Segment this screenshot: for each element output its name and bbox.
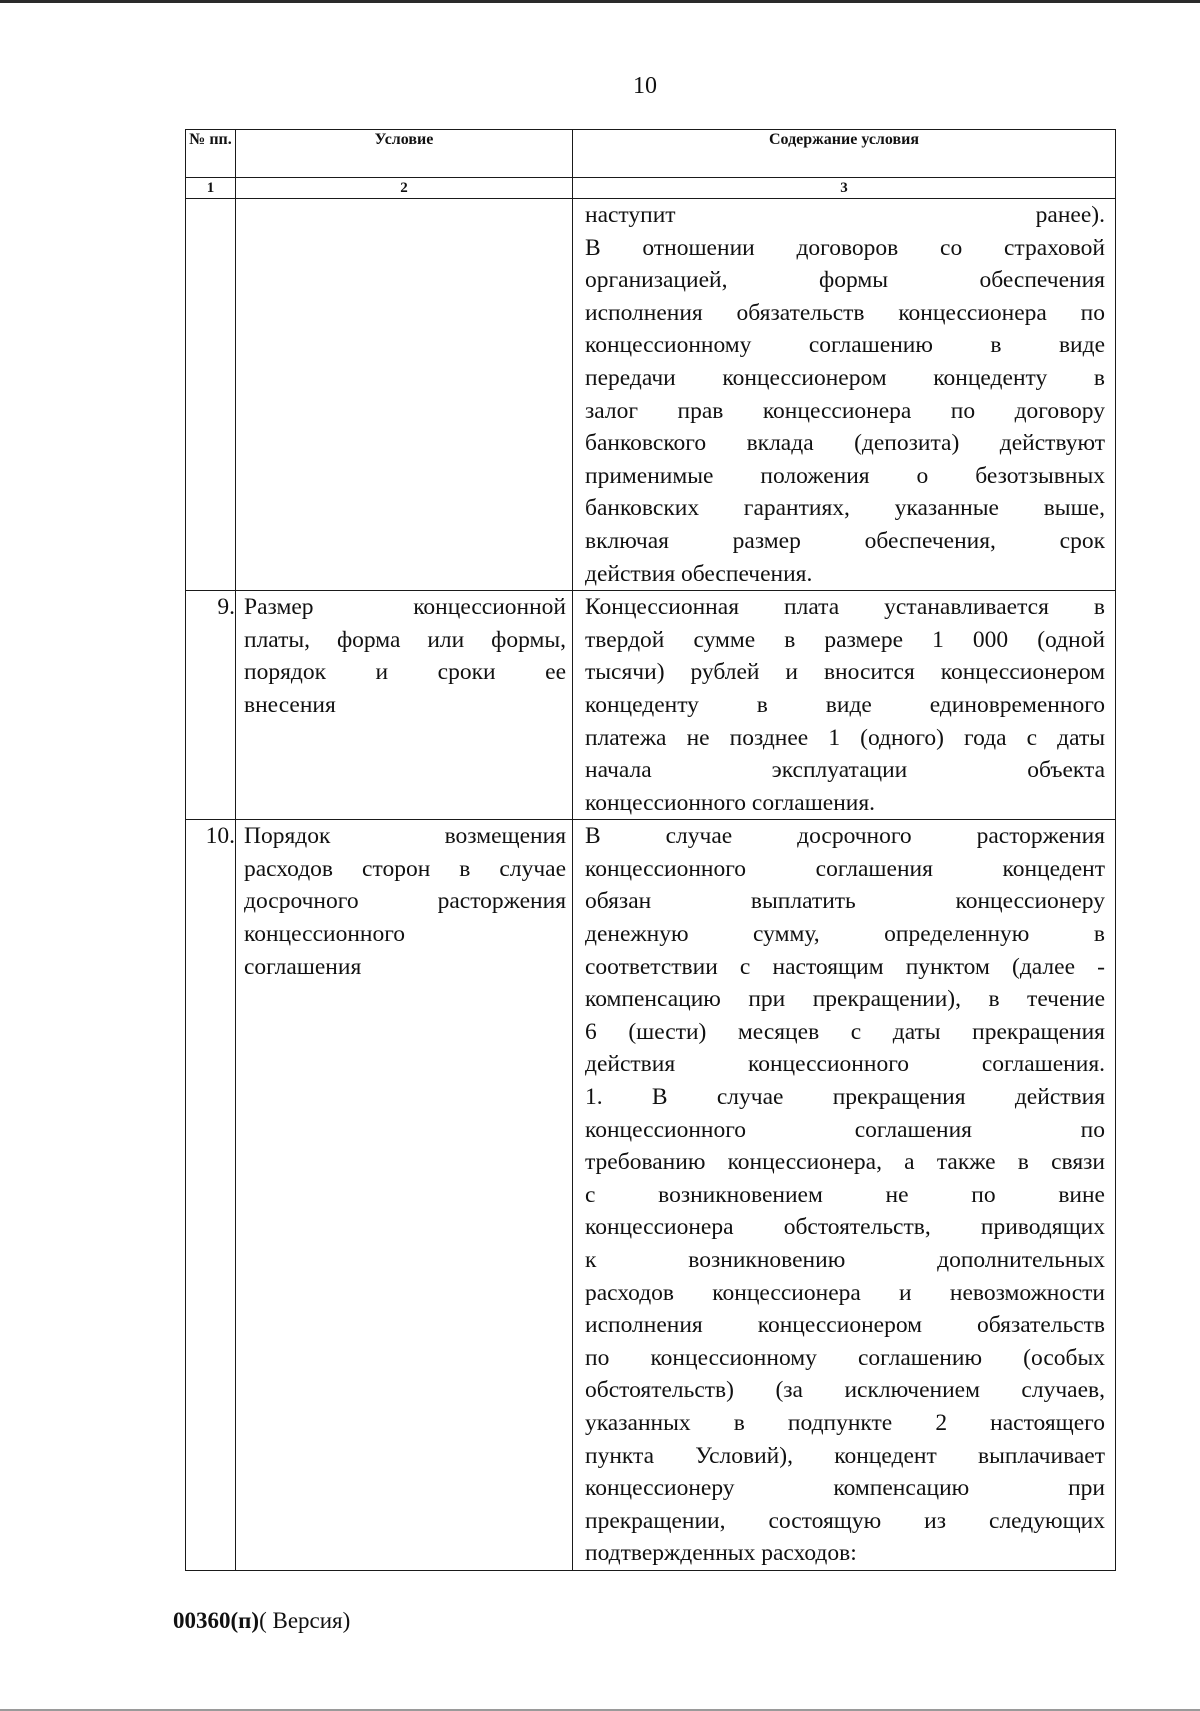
text-line: В отношении договоров со страховой — [585, 234, 1105, 261]
text-line: включая размер обеспечения, срок — [585, 527, 1105, 554]
row-number: 9. — [186, 591, 236, 820]
row-number: 10. — [186, 820, 236, 1571]
text-line: концессионера обстоятельств, приводящих — [585, 1214, 1105, 1241]
text-line: тысячи) рублей и вносится концессионером — [585, 659, 1105, 686]
table-body — [186, 199, 1116, 1571]
text-line: порядок и сроки ее — [244, 659, 566, 686]
text-line: В случае досрочного расторжения — [585, 823, 1105, 850]
text-line: досрочного расторжения — [244, 888, 566, 915]
text-line: наступит ранее). — [585, 202, 1105, 228]
text-line: соответствии с настоящим пунктом (далее - — [585, 953, 1105, 980]
text-line: прекращении, состоящую из следующих — [585, 1507, 1105, 1534]
text-line: концессионному соглашению в виде — [585, 332, 1105, 359]
text-line: исполнения обязательств концессионера по — [585, 299, 1105, 326]
condition-cell-text — [236, 591, 572, 721]
text-line: действия концессионного соглашения. — [585, 1051, 1105, 1078]
condition-cell — [236, 199, 573, 591]
text-line: твердой сумме в размере 1 000 (одной — [585, 626, 1105, 653]
header-condition: Условие — [236, 130, 573, 178]
scan-top-edge — [0, 0, 1200, 3]
text-line: платежа не позднее 1 (одного) года с даты — [585, 724, 1105, 751]
text-line: банковских гарантиях, указанные выше, — [585, 495, 1105, 522]
text-line: банковского вклада (депозита) действуют — [585, 430, 1105, 457]
table-header-row — [186, 130, 1116, 178]
content-cell-text — [573, 199, 1115, 590]
text-line: платы, форма или формы, — [244, 626, 566, 653]
text-line: соглашения — [244, 953, 362, 980]
text-line: с возникновением не по вине — [585, 1181, 1105, 1208]
conditions-table — [185, 129, 1116, 1571]
column-number: 2 — [236, 178, 573, 199]
text-line: денежную сумму, определенную в — [585, 921, 1105, 948]
text-line: обязан выплатить концессионеру — [585, 888, 1105, 915]
table-row — [186, 199, 1116, 591]
text-line: обстоятельств) (за исключением случаев, — [585, 1377, 1105, 1404]
text-line: подтвержденных расходов: — [585, 1540, 857, 1567]
row-number — [186, 199, 236, 591]
header-num: № пп. — [186, 130, 236, 178]
text-line: 6 (шести) месяцев с даты прекращения — [585, 1018, 1105, 1045]
condition-cell — [236, 820, 573, 1571]
text-line: концессионного соглашения по — [585, 1116, 1105, 1143]
text-line: организацией, формы обеспечения — [585, 267, 1105, 294]
text-line: пункта Условий), концедент выплачивает — [585, 1442, 1105, 1469]
text-line: требованию концессионера, а также в связи — [585, 1149, 1105, 1176]
text-line: передачи концессионером концеденту в — [585, 364, 1105, 391]
content-cell-text — [573, 820, 1115, 1570]
header-content: Содержание условия — [573, 130, 1116, 178]
text-line: концеденту в виде единовременного — [585, 691, 1105, 718]
text-line: начала эксплуатации объекта — [585, 757, 1105, 784]
text-line: применимые положения о безотзывных — [585, 462, 1105, 489]
text-line: действия обеспечения. — [585, 560, 813, 587]
text-line: концессионного соглашения. — [585, 789, 876, 816]
document-code: 00360(п) — [173, 1608, 260, 1633]
column-numbers-row — [186, 178, 1116, 199]
text-line: внесения — [244, 691, 336, 718]
text-line: компенсацию при прекращении), в течение — [585, 986, 1105, 1013]
text-line: расходов сторон в случае — [244, 855, 566, 882]
text-line: Порядок возмещения — [244, 823, 566, 850]
condition-cell — [236, 591, 573, 820]
column-number: 3 — [573, 178, 1116, 199]
text-line: расходов концессионера и невозможности — [585, 1279, 1105, 1306]
content-cell — [573, 591, 1116, 820]
text-line: концессионного соглашения концедент — [585, 855, 1105, 882]
text-line: Размер концессионной — [244, 594, 566, 621]
content-cell-text — [573, 591, 1115, 819]
text-line: 1. В случае прекращения действия — [585, 1084, 1105, 1111]
content-cell — [573, 820, 1116, 1571]
table-row — [186, 820, 1116, 1571]
text-line: Концессионная плата устанавливается в — [585, 594, 1105, 621]
document-version: ( Версия) — [259, 1608, 351, 1633]
condition-cell-text — [236, 820, 572, 983]
text-line: исполнения концессионером обязательств — [585, 1312, 1105, 1339]
text-line: указанных в подпункте 2 настоящего — [585, 1409, 1105, 1436]
column-number: 1 — [186, 178, 236, 199]
text-line: концессионеру компенсацию при — [585, 1475, 1105, 1502]
document-footer — [173, 1607, 350, 1635]
text-line: залог прав концессионера по договору — [585, 397, 1105, 424]
page-number: 10 — [633, 73, 657, 99]
text-line: к возникновению дополнительных — [585, 1247, 1105, 1273]
text-line: по концессионному соглашению (особых — [585, 1344, 1105, 1371]
text-line: концессионного — [244, 921, 406, 948]
table-row — [186, 591, 1116, 820]
content-cell — [573, 199, 1116, 591]
